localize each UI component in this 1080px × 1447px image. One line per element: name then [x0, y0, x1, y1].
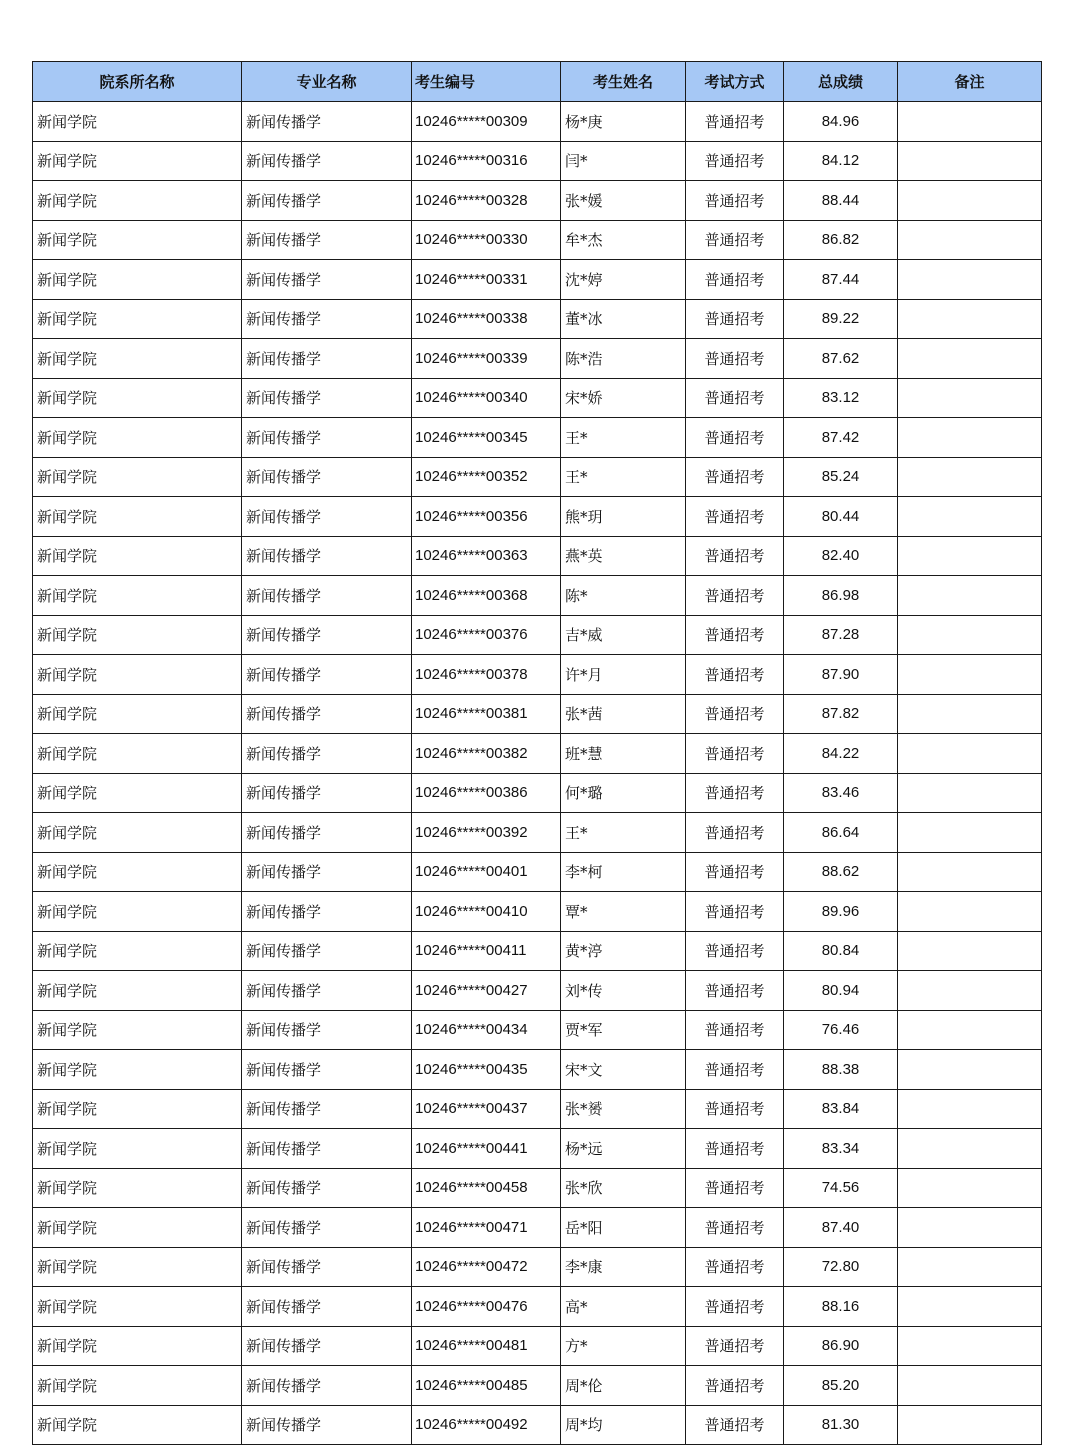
cell-name: 王* [561, 418, 686, 458]
cell-total-score: 83.12 [784, 378, 898, 418]
cell-major: 新闻传播学 [242, 418, 412, 458]
cell-exam-method: 普通招考 [686, 694, 784, 734]
cell-major: 新闻传播学 [242, 1326, 412, 1366]
cell-major: 新闻传播学 [242, 1050, 412, 1090]
cell-remarks [898, 931, 1042, 971]
cell-major: 新闻传播学 [242, 181, 412, 221]
cell-candidate-id: 10246*****00368 [412, 576, 561, 616]
cell-name: 周*伦 [561, 1366, 686, 1406]
cell-name: 方* [561, 1326, 686, 1366]
table-row [33, 1208, 1042, 1248]
cell-candidate-id: 10246*****00392 [412, 813, 561, 853]
cell-remarks [898, 1010, 1042, 1050]
table-row [33, 141, 1042, 181]
cell-name: 杨*远 [561, 1129, 686, 1169]
cell-total-score: 84.22 [784, 734, 898, 774]
table-row [33, 734, 1042, 774]
cell-remarks [898, 220, 1042, 260]
table-row [33, 1050, 1042, 1090]
cell-department: 新闻学院 [33, 1247, 242, 1287]
cell-candidate-id: 10246*****00485 [412, 1366, 561, 1406]
cell-remarks [898, 1326, 1042, 1366]
cell-department: 新闻学院 [33, 813, 242, 853]
cell-department: 新闻学院 [33, 1129, 242, 1169]
cell-total-score: 88.44 [784, 181, 898, 221]
cell-exam-method: 普通招考 [686, 299, 784, 339]
cell-name: 王* [561, 457, 686, 497]
cell-remarks [898, 1366, 1042, 1406]
cell-remarks [898, 457, 1042, 497]
cell-exam-method: 普通招考 [686, 418, 784, 458]
cell-major: 新闻传播学 [242, 1129, 412, 1169]
cell-candidate-id: 10246*****00363 [412, 536, 561, 576]
cell-department: 新闻学院 [33, 971, 242, 1011]
cell-remarks [898, 497, 1042, 537]
cell-candidate-id: 10246*****00386 [412, 773, 561, 813]
cell-exam-method: 普通招考 [686, 1010, 784, 1050]
cell-major: 新闻传播学 [242, 852, 412, 892]
results-table [32, 61, 1042, 1445]
cell-major: 新闻传播学 [242, 1405, 412, 1445]
cell-candidate-id: 10246*****00411 [412, 931, 561, 971]
table-row [33, 1405, 1042, 1445]
table-row [33, 260, 1042, 300]
cell-candidate-id: 10246*****00458 [412, 1168, 561, 1208]
cell-candidate-id: 10246*****00330 [412, 220, 561, 260]
table-row [33, 694, 1042, 734]
cell-remarks [898, 1208, 1042, 1248]
cell-total-score: 83.46 [784, 773, 898, 813]
cell-major: 新闻传播学 [242, 971, 412, 1011]
cell-name: 许*月 [561, 655, 686, 695]
header-candidate-id: 考生编号 [412, 62, 561, 102]
cell-major: 新闻传播学 [242, 1208, 412, 1248]
cell-remarks [898, 1287, 1042, 1327]
cell-major: 新闻传播学 [242, 734, 412, 774]
cell-name: 班*慧 [561, 734, 686, 774]
cell-department: 新闻学院 [33, 378, 242, 418]
cell-exam-method: 普通招考 [686, 220, 784, 260]
cell-department: 新闻学院 [33, 457, 242, 497]
cell-name: 宋*文 [561, 1050, 686, 1090]
cell-major: 新闻传播学 [242, 220, 412, 260]
cell-remarks [898, 418, 1042, 458]
cell-major: 新闻传播学 [242, 931, 412, 971]
cell-major: 新闻传播学 [242, 1366, 412, 1406]
cell-candidate-id: 10246*****00492 [412, 1405, 561, 1445]
cell-total-score: 86.98 [784, 576, 898, 616]
cell-total-score: 85.24 [784, 457, 898, 497]
cell-exam-method: 普通招考 [686, 1168, 784, 1208]
header-total-score: 总成绩 [784, 62, 898, 102]
cell-major: 新闻传播学 [242, 141, 412, 181]
cell-exam-method: 普通招考 [686, 655, 784, 695]
cell-candidate-id: 10246*****00435 [412, 1050, 561, 1090]
cell-department: 新闻学院 [33, 931, 242, 971]
cell-major: 新闻传播学 [242, 378, 412, 418]
cell-name: 岳*阳 [561, 1208, 686, 1248]
cell-exam-method: 普通招考 [686, 1326, 784, 1366]
table-row [33, 852, 1042, 892]
cell-remarks [898, 1405, 1042, 1445]
cell-candidate-id: 10246*****00352 [412, 457, 561, 497]
cell-total-score: 80.84 [784, 931, 898, 971]
cell-exam-method: 普通招考 [686, 1050, 784, 1090]
cell-exam-method: 普通招考 [686, 971, 784, 1011]
cell-total-score: 89.96 [784, 892, 898, 932]
cell-candidate-id: 10246*****00437 [412, 1089, 561, 1129]
cell-exam-method: 普通招考 [686, 576, 784, 616]
cell-remarks [898, 694, 1042, 734]
cell-department: 新闻学院 [33, 892, 242, 932]
cell-major: 新闻传播学 [242, 773, 412, 813]
cell-name: 吉*威 [561, 615, 686, 655]
cell-department: 新闻学院 [33, 1168, 242, 1208]
cell-department: 新闻学院 [33, 1405, 242, 1445]
cell-candidate-id: 10246*****00427 [412, 971, 561, 1011]
table-row [33, 181, 1042, 221]
cell-department: 新闻学院 [33, 260, 242, 300]
cell-candidate-id: 10246*****00328 [412, 181, 561, 221]
table-row [33, 1326, 1042, 1366]
cell-total-score: 87.40 [784, 1208, 898, 1248]
cell-remarks [898, 299, 1042, 339]
cell-remarks [898, 1247, 1042, 1287]
cell-exam-method: 普通招考 [686, 852, 784, 892]
cell-exam-method: 普通招考 [686, 1366, 784, 1406]
cell-candidate-id: 10246*****00471 [412, 1208, 561, 1248]
cell-name: 李*康 [561, 1247, 686, 1287]
cell-remarks [898, 655, 1042, 695]
cell-department: 新闻学院 [33, 1326, 242, 1366]
cell-exam-method: 普通招考 [686, 813, 784, 853]
table-body [33, 102, 1042, 1445]
table-row [33, 457, 1042, 497]
cell-name: 张*媛 [561, 181, 686, 221]
cell-remarks [898, 773, 1042, 813]
cell-total-score: 86.64 [784, 813, 898, 853]
header-exam-method: 考试方式 [686, 62, 784, 102]
cell-major: 新闻传播学 [242, 339, 412, 379]
cell-exam-method: 普通招考 [686, 497, 784, 537]
cell-exam-method: 普通招考 [686, 615, 784, 655]
cell-remarks [898, 102, 1042, 142]
cell-total-score: 83.34 [784, 1129, 898, 1169]
table-row [33, 418, 1042, 458]
cell-remarks [898, 813, 1042, 853]
cell-candidate-id: 10246*****00472 [412, 1247, 561, 1287]
table-row [33, 813, 1042, 853]
cell-total-score: 87.42 [784, 418, 898, 458]
header-row [33, 62, 1042, 102]
table-row [33, 220, 1042, 260]
cell-candidate-id: 10246*****00382 [412, 734, 561, 774]
cell-remarks [898, 141, 1042, 181]
cell-department: 新闻学院 [33, 655, 242, 695]
cell-name: 陈* [561, 576, 686, 616]
cell-candidate-id: 10246*****00356 [412, 497, 561, 537]
cell-exam-method: 普通招考 [686, 536, 784, 576]
cell-exam-method: 普通招考 [686, 1247, 784, 1287]
cell-major: 新闻传播学 [242, 655, 412, 695]
table-row [33, 1168, 1042, 1208]
cell-exam-method: 普通招考 [686, 457, 784, 497]
cell-name: 高* [561, 1287, 686, 1327]
cell-name: 周*均 [561, 1405, 686, 1445]
cell-name: 何*璐 [561, 773, 686, 813]
table-row [33, 299, 1042, 339]
cell-department: 新闻学院 [33, 1366, 242, 1406]
cell-major: 新闻传播学 [242, 1089, 412, 1129]
cell-total-score: 88.16 [784, 1287, 898, 1327]
cell-candidate-id: 10246*****00331 [412, 260, 561, 300]
cell-department: 新闻学院 [33, 418, 242, 458]
cell-candidate-id: 10246*****00316 [412, 141, 561, 181]
cell-total-score: 86.90 [784, 1326, 898, 1366]
table-row [33, 536, 1042, 576]
table-header [33, 62, 1042, 102]
table-row [33, 576, 1042, 616]
cell-total-score: 82.40 [784, 536, 898, 576]
cell-candidate-id: 10246*****00434 [412, 1010, 561, 1050]
cell-name: 张*欣 [561, 1168, 686, 1208]
cell-department: 新闻学院 [33, 734, 242, 774]
table-row [33, 497, 1042, 537]
cell-candidate-id: 10246*****00338 [412, 299, 561, 339]
cell-name: 陈*浩 [561, 339, 686, 379]
cell-exam-method: 普通招考 [686, 141, 784, 181]
cell-total-score: 86.82 [784, 220, 898, 260]
cell-department: 新闻学院 [33, 773, 242, 813]
cell-major: 新闻传播学 [242, 1010, 412, 1050]
table-row [33, 1010, 1042, 1050]
cell-exam-method: 普通招考 [686, 181, 784, 221]
cell-department: 新闻学院 [33, 1287, 242, 1327]
cell-remarks [898, 1089, 1042, 1129]
cell-remarks [898, 734, 1042, 774]
cell-total-score: 89.22 [784, 299, 898, 339]
cell-exam-method: 普通招考 [686, 1208, 784, 1248]
cell-total-score: 88.38 [784, 1050, 898, 1090]
cell-name: 王* [561, 813, 686, 853]
table-row [33, 1366, 1042, 1406]
cell-name: 沈*婷 [561, 260, 686, 300]
cell-candidate-id: 10246*****00401 [412, 852, 561, 892]
cell-name: 黄*渟 [561, 931, 686, 971]
header-remarks: 备注 [898, 62, 1042, 102]
cell-name: 牟*杰 [561, 220, 686, 260]
cell-name: 贾*军 [561, 1010, 686, 1050]
cell-total-score: 80.94 [784, 971, 898, 1011]
cell-candidate-id: 10246*****00481 [412, 1326, 561, 1366]
cell-candidate-id: 10246*****00410 [412, 892, 561, 932]
cell-department: 新闻学院 [33, 1050, 242, 1090]
cell-department: 新闻学院 [33, 339, 242, 379]
cell-major: 新闻传播学 [242, 576, 412, 616]
cell-name: 燕*英 [561, 536, 686, 576]
table-row [33, 102, 1042, 142]
table-row [33, 655, 1042, 695]
table-row [33, 1089, 1042, 1129]
cell-total-score: 84.12 [784, 141, 898, 181]
cell-total-score: 87.90 [784, 655, 898, 695]
cell-remarks [898, 536, 1042, 576]
cell-candidate-id: 10246*****00441 [412, 1129, 561, 1169]
cell-name: 张*茜 [561, 694, 686, 734]
cell-exam-method: 普通招考 [686, 1287, 784, 1327]
cell-department: 新闻学院 [33, 1010, 242, 1050]
cell-exam-method: 普通招考 [686, 1129, 784, 1169]
cell-name: 熊*玥 [561, 497, 686, 537]
table-row [33, 1247, 1042, 1287]
cell-exam-method: 普通招考 [686, 339, 784, 379]
cell-name: 李*柯 [561, 852, 686, 892]
cell-name: 董*冰 [561, 299, 686, 339]
cell-major: 新闻传播学 [242, 260, 412, 300]
cell-name: 覃* [561, 892, 686, 932]
cell-department: 新闻学院 [33, 536, 242, 576]
cell-department: 新闻学院 [33, 299, 242, 339]
table-row [33, 931, 1042, 971]
cell-total-score: 81.30 [784, 1405, 898, 1445]
cell-major: 新闻传播学 [242, 299, 412, 339]
cell-major: 新闻传播学 [242, 1168, 412, 1208]
cell-department: 新闻学院 [33, 852, 242, 892]
cell-name: 杨*庚 [561, 102, 686, 142]
cell-candidate-id: 10246*****00345 [412, 418, 561, 458]
cell-name: 刘*传 [561, 971, 686, 1011]
cell-remarks [898, 378, 1042, 418]
cell-department: 新闻学院 [33, 694, 242, 734]
cell-major: 新闻传播学 [242, 457, 412, 497]
cell-total-score: 88.62 [784, 852, 898, 892]
cell-candidate-id: 10246*****00476 [412, 1287, 561, 1327]
cell-major: 新闻传播学 [242, 536, 412, 576]
cell-department: 新闻学院 [33, 141, 242, 181]
cell-total-score: 87.82 [784, 694, 898, 734]
table-row [33, 1129, 1042, 1169]
table-row [33, 1287, 1042, 1327]
cell-total-score: 74.56 [784, 1168, 898, 1208]
cell-candidate-id: 10246*****00309 [412, 102, 561, 142]
cell-exam-method: 普通招考 [686, 1405, 784, 1445]
cell-remarks [898, 181, 1042, 221]
header-major: 专业名称 [242, 62, 412, 102]
cell-major: 新闻传播学 [242, 1287, 412, 1327]
cell-candidate-id: 10246*****00340 [412, 378, 561, 418]
cell-remarks [898, 892, 1042, 932]
cell-remarks [898, 971, 1042, 1011]
cell-candidate-id: 10246*****00381 [412, 694, 561, 734]
cell-department: 新闻学院 [33, 181, 242, 221]
table-row [33, 971, 1042, 1011]
header-department: 院系所名称 [33, 62, 242, 102]
cell-major: 新闻传播学 [242, 892, 412, 932]
table-row [33, 773, 1042, 813]
cell-major: 新闻传播学 [242, 1247, 412, 1287]
cell-major: 新闻传播学 [242, 694, 412, 734]
cell-candidate-id: 10246*****00376 [412, 615, 561, 655]
cell-name: 张*赟 [561, 1089, 686, 1129]
cell-candidate-id: 10246*****00339 [412, 339, 561, 379]
cell-exam-method: 普通招考 [686, 102, 784, 142]
cell-remarks [898, 1129, 1042, 1169]
cell-total-score: 85.20 [784, 1366, 898, 1406]
cell-remarks [898, 1050, 1042, 1090]
cell-department: 新闻学院 [33, 220, 242, 260]
cell-major: 新闻传播学 [242, 813, 412, 853]
cell-name: 闫* [561, 141, 686, 181]
cell-exam-method: 普通招考 [686, 1089, 784, 1129]
cell-remarks [898, 615, 1042, 655]
header-name: 考生姓名 [561, 62, 686, 102]
cell-department: 新闻学院 [33, 615, 242, 655]
table-row [33, 378, 1042, 418]
cell-candidate-id: 10246*****00378 [412, 655, 561, 695]
cell-remarks [898, 1168, 1042, 1208]
cell-exam-method: 普通招考 [686, 260, 784, 300]
cell-department: 新闻学院 [33, 1208, 242, 1248]
cell-department: 新闻学院 [33, 1089, 242, 1129]
cell-exam-method: 普通招考 [686, 931, 784, 971]
cell-remarks [898, 852, 1042, 892]
cell-total-score: 87.28 [784, 615, 898, 655]
cell-department: 新闻学院 [33, 497, 242, 537]
cell-major: 新闻传播学 [242, 497, 412, 537]
table-row [33, 339, 1042, 379]
cell-total-score: 72.80 [784, 1247, 898, 1287]
cell-name: 宋*娇 [561, 378, 686, 418]
table-row [33, 615, 1042, 655]
cell-remarks [898, 260, 1042, 300]
cell-total-score: 84.96 [784, 102, 898, 142]
cell-remarks [898, 339, 1042, 379]
cell-total-score: 76.46 [784, 1010, 898, 1050]
cell-exam-method: 普通招考 [686, 378, 784, 418]
cell-exam-method: 普通招考 [686, 892, 784, 932]
cell-department: 新闻学院 [33, 576, 242, 616]
cell-total-score: 80.44 [784, 497, 898, 537]
cell-exam-method: 普通招考 [686, 773, 784, 813]
cell-major: 新闻传播学 [242, 102, 412, 142]
cell-total-score: 87.44 [784, 260, 898, 300]
cell-major: 新闻传播学 [242, 615, 412, 655]
cell-department: 新闻学院 [33, 102, 242, 142]
cell-total-score: 83.84 [784, 1089, 898, 1129]
cell-total-score: 87.62 [784, 339, 898, 379]
cell-remarks [898, 576, 1042, 616]
table-row [33, 892, 1042, 932]
cell-exam-method: 普通招考 [686, 734, 784, 774]
